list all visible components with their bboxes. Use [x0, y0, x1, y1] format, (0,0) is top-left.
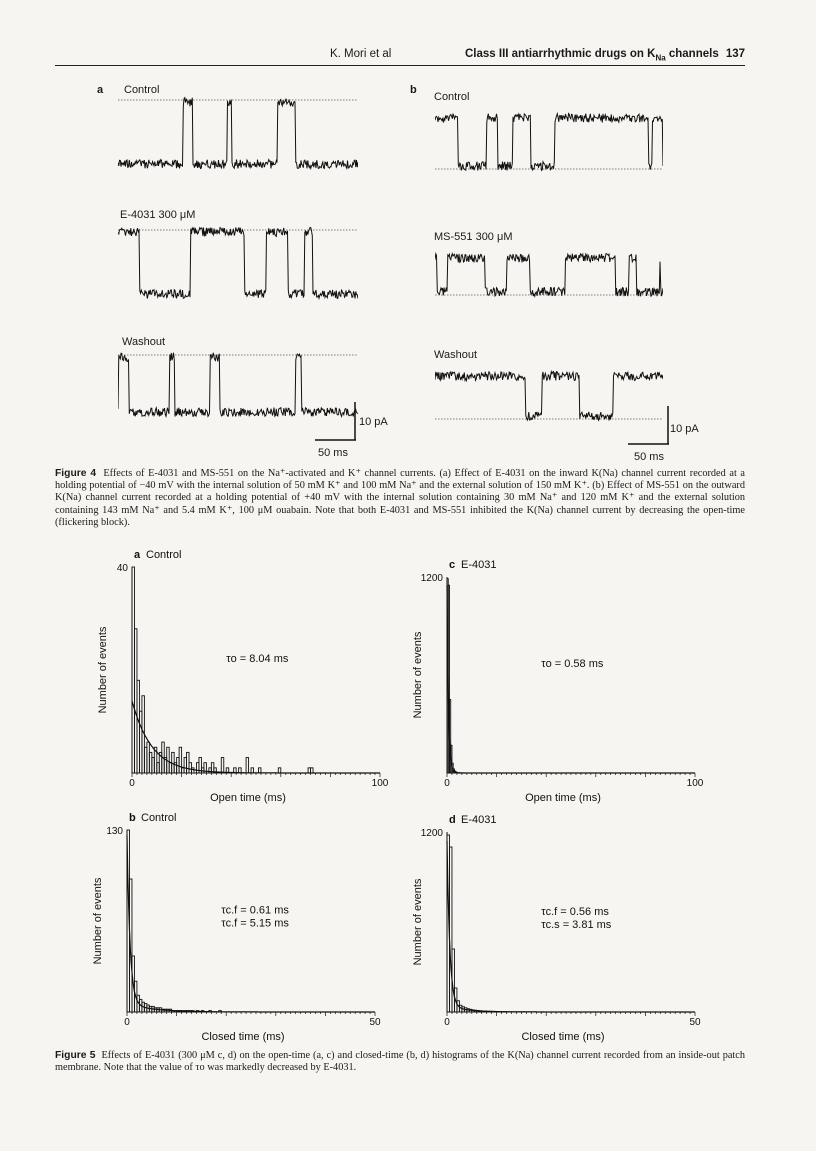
fig4-a-scale-current: 10 pA — [359, 416, 388, 428]
panel-letter: d — [449, 814, 456, 826]
x-axis-label: Open time (ms) — [210, 792, 286, 804]
histogram-bar — [192, 768, 194, 773]
tau-annotation: τc.s = 3.81 ms — [541, 918, 612, 931]
fig4-a-label-control: Control — [124, 84, 160, 96]
fig4-a-label-washout: Washout — [122, 336, 166, 348]
y-axis-label: Number of events — [412, 878, 424, 966]
header-title-sub: Na — [655, 53, 666, 63]
x-axis-label: Closed time (ms) — [201, 1031, 285, 1043]
fit-curve — [447, 585, 695, 773]
x-tick-label: 0 — [444, 1017, 450, 1028]
fig5-caption-label: Figure 5 — [55, 1050, 96, 1061]
panel-title: Control — [146, 549, 182, 561]
y-tick-label: 130 — [106, 826, 123, 837]
fig5-histogram-b — [85, 808, 395, 1046]
fig4-b-trace-ms551 — [435, 248, 663, 300]
fig5-histogram-a — [90, 545, 400, 807]
current-trace — [118, 228, 358, 299]
current-trace — [118, 98, 358, 169]
x-tick-label: 0 — [129, 778, 135, 789]
tau-annotation: τo = 8.04 ms — [226, 652, 289, 665]
fig4-a-label-e4031: E-4031 300 μM — [120, 209, 196, 221]
x-axis-label: Open time (ms) — [525, 792, 601, 804]
tau-annotation: τc.f = 0.56 ms — [541, 905, 609, 918]
page-number: 137 — [725, 48, 745, 60]
fit-curve — [132, 701, 380, 773]
fig5-histogram-d — [405, 810, 715, 1046]
y-axis-label: Number of events — [412, 631, 424, 719]
fig4-panel-a-letter: a — [97, 84, 104, 96]
histogram-bar — [258, 768, 260, 773]
fig4-a-scale-time: 50 ms — [318, 447, 348, 459]
y-axis-label: Number of events — [92, 877, 104, 965]
current-trace — [435, 114, 663, 171]
header-title — [465, 48, 719, 62]
running-header — [55, 48, 745, 66]
fig4-b-label-control: Control — [434, 91, 470, 103]
fig4-caption — [55, 468, 745, 529]
panel-title: E-4031 — [461, 814, 497, 826]
panel-letter: a — [134, 549, 141, 561]
fig4-a-scale-bar — [305, 400, 365, 445]
y-tick-label: 1200 — [420, 828, 443, 839]
panel-letter: c — [449, 559, 456, 571]
panel-title: E-4031 — [461, 559, 497, 571]
x-axis-label: Closed time (ms) — [521, 1031, 605, 1043]
x-tick-label: 0 — [124, 1017, 130, 1028]
fig4-b-trace-control — [435, 104, 663, 174]
fig4-a-trace-e4031 — [118, 222, 358, 308]
fig4-a-trace-control — [118, 92, 358, 178]
panel-letter: b — [129, 812, 136, 824]
histogram-bar — [311, 768, 313, 773]
header-title-main: Class III antiarrhythmic drugs on K — [465, 48, 656, 60]
fig5-histogram-c — [405, 555, 715, 807]
y-axis-label: Number of events — [97, 626, 109, 714]
tau-annotation: τo = 0.58 ms — [541, 658, 604, 671]
fig4-caption-text: Effects of E-4031 and MS-551 on the Na⁺-activated and K⁺ channel currents. (a) Effect of E-4031 on the inward K(Na) channel current recorded at a holding potential of −40 mV with the internal solution of 50 mM K⁺ and 100 mM Na⁺ and the external solution of 150 mM K⁺. (b) Effect of MS-551 on the outward K(Na) channel current recorded at a holding potential of +40 mV with the internal solution containing 30 mM Na⁺ and 120 mM K⁺ and the external solution containing 143 mM Na⁺ and 5.4 mM K⁺, 100 μM ouabain. Note that both E-4031 and MS-551 inhibited the K(Na) channel current by decreasing the open-time (flickering block). — [55, 468, 745, 528]
y-tick-label: 1200 — [420, 573, 443, 584]
y-tick-label: 40 — [116, 563, 128, 574]
fig4-b-scale-time: 50 ms — [634, 451, 664, 463]
fig5-caption-text: Effects of E-4031 (300 μM c, d) on the open-time (a, c) and closed-time (b, d) histograms of the K(Na) channel current recorded from an inside-out patch membrane. Note that the value of τo was markedly decreased by E-4031. — [55, 1050, 745, 1074]
x-tick-label: 100 — [686, 778, 704, 789]
current-trace — [435, 254, 663, 297]
x-tick-label: 50 — [369, 1017, 381, 1028]
x-tick-label: 50 — [689, 1017, 701, 1028]
fig4-caption-label: Figure 4 — [55, 468, 97, 479]
header-rule — [55, 65, 745, 66]
fig5-caption — [55, 1050, 745, 1074]
tau-annotation: τc.f = 5.15 ms — [221, 917, 289, 930]
x-tick-label: 100 — [371, 778, 389, 789]
fig4-b-scale-current: 10 pA — [670, 423, 699, 435]
header-title-tail: channels — [665, 48, 719, 60]
fig4-b-label-washout: Washout — [434, 349, 478, 361]
histogram-bar — [246, 758, 248, 773]
fig4-b-label-ms551: MS-551 300 μM — [434, 231, 513, 243]
panel-title: Control — [141, 812, 177, 824]
tau-annotation: τc.f = 0.61 ms — [221, 904, 289, 917]
x-tick-label: 0 — [444, 778, 450, 789]
fig4-panel-b-letter: b — [410, 84, 417, 96]
header-authors: K. Mori et al — [330, 48, 392, 60]
histogram-bar — [221, 758, 223, 773]
histogram-bar — [278, 768, 280, 773]
